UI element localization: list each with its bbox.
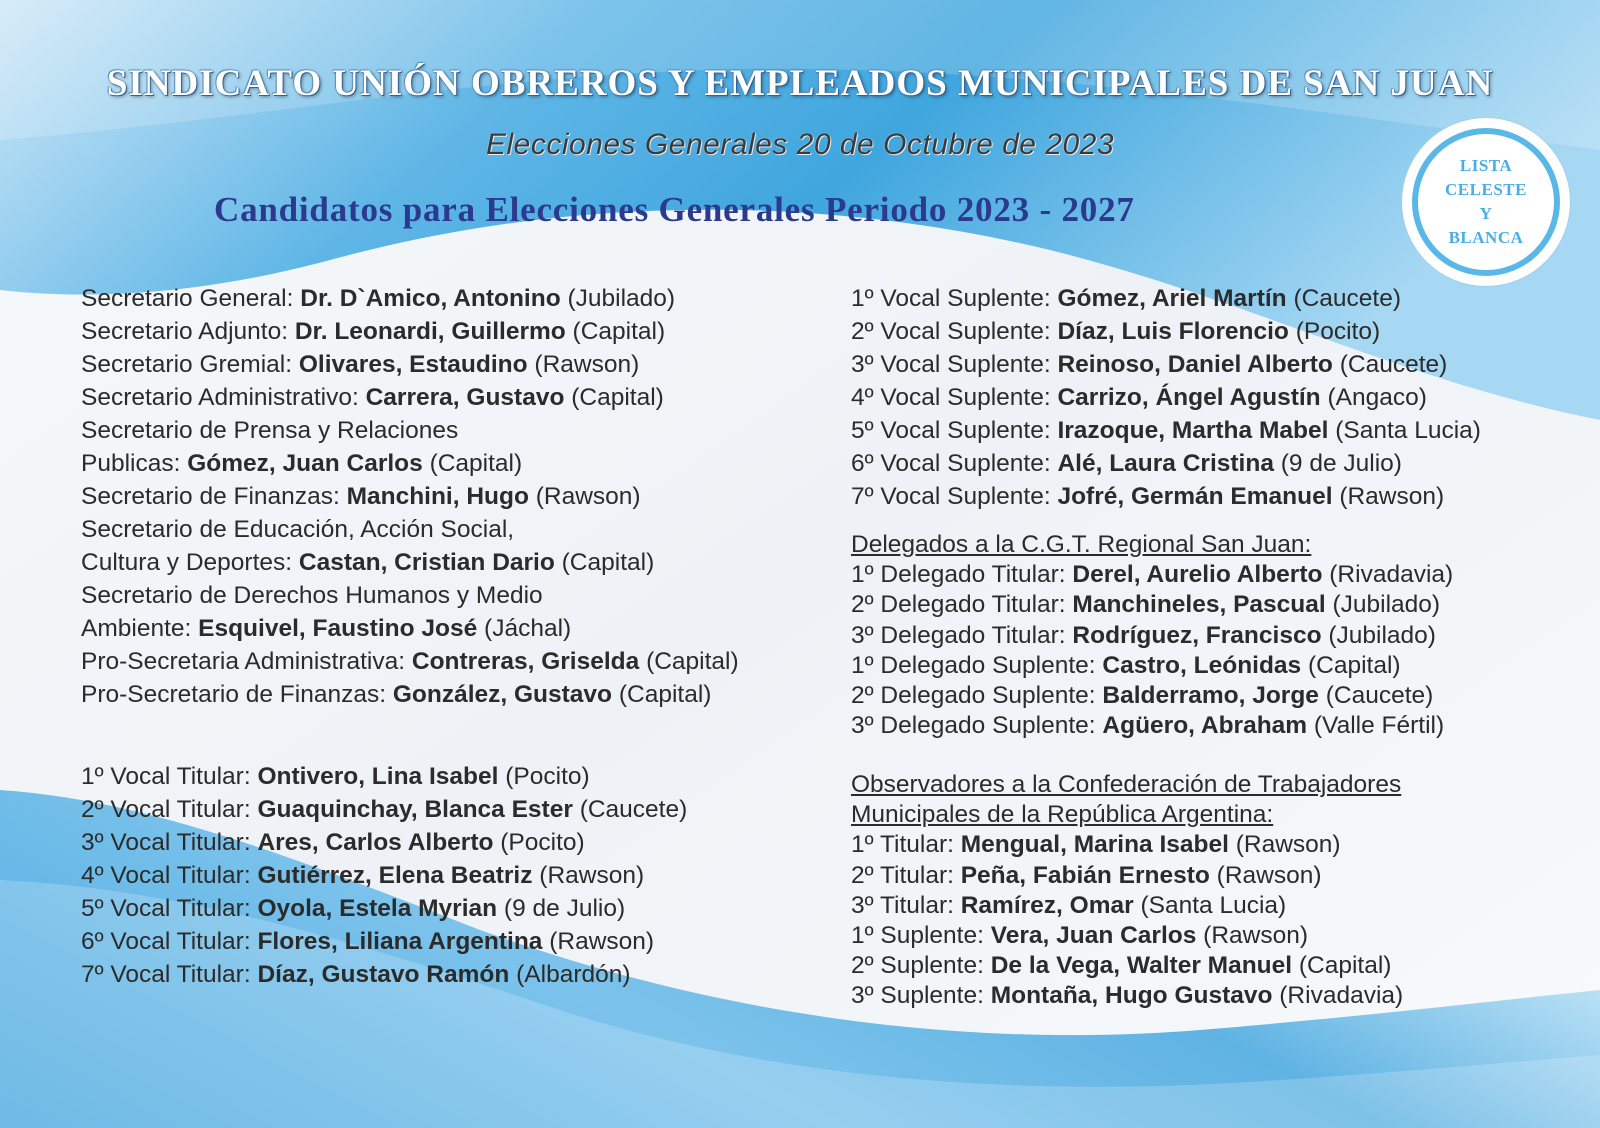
candidate-row xyxy=(81,480,739,513)
origin: (Rawson) xyxy=(542,928,655,955)
candidate-row xyxy=(851,830,1403,860)
election-date: Elecciones Generales 20 de Octubre de 2023 xyxy=(485,128,1115,161)
origin: (Santa Lucia) xyxy=(1328,417,1481,444)
candidate-name: Gutiérrez, Elena Beatriz xyxy=(257,862,533,889)
role: Ambiente: xyxy=(81,615,199,642)
candidate-row xyxy=(81,678,739,711)
candidate-row xyxy=(81,348,739,381)
candidate-name: Agüero, Abraham xyxy=(1102,712,1308,740)
role: 4º Vocal Titular: xyxy=(81,862,258,889)
candidate-name: Carrizo, Ángel Agustín xyxy=(1057,384,1321,411)
origin: (Jáchal) xyxy=(477,615,572,642)
origin: (Pocito) xyxy=(498,763,590,790)
candidate-row xyxy=(81,546,739,579)
candidate-row xyxy=(81,381,739,414)
role: Secretario Administrativo: xyxy=(81,384,366,411)
cgt-heading: Delegados a la C.G.T. Regional San Juan: xyxy=(851,531,1312,558)
candidate-name: De la Vega, Walter Manuel xyxy=(990,952,1293,980)
seal-line: LISTA xyxy=(1459,156,1513,175)
role: 5º Vocal Suplente: xyxy=(851,417,1058,444)
role: 3º Vocal Titular: xyxy=(81,829,258,856)
origin: (Rawson) xyxy=(528,483,641,510)
candidate-name: Jofré, Germán Emanuel xyxy=(1057,483,1333,510)
role: Secretario de Derechos Humanos y Medio xyxy=(81,582,543,609)
role: Pro-Secretaria Administrativa: xyxy=(81,648,412,675)
secretaries-list xyxy=(81,282,739,711)
candidate-row xyxy=(81,414,739,447)
candidate-name: Ontivero, Lina Isabel xyxy=(257,763,499,790)
role: 1º Suplente: xyxy=(851,922,991,950)
candidate-name: Peña, Fabián Ernesto xyxy=(960,861,1210,889)
seal-line: Y xyxy=(1479,204,1493,223)
candidate-row xyxy=(851,681,1453,711)
candidate-name: Rodríguez, Francisco xyxy=(1072,621,1322,649)
candidate-name: Irazoque, Martha Mabel xyxy=(1057,417,1329,444)
candidate-name: Esquivel, Faustino José xyxy=(198,615,478,642)
candidate-name: Vera, Juan Carlos xyxy=(990,922,1197,950)
candidate-row xyxy=(851,981,1403,1011)
role: 3º Suplente: xyxy=(851,982,991,1010)
candidate-row xyxy=(81,826,687,859)
candidate-name: Díaz, Luis Florencio xyxy=(1057,318,1289,345)
origin: (Jubilado) xyxy=(560,285,676,312)
role: 4º Vocal Suplente: xyxy=(851,384,1058,411)
candidate-row xyxy=(851,590,1453,620)
candidate-row xyxy=(81,612,739,645)
candidate-name: Reinoso, Daniel Alberto xyxy=(1057,351,1333,378)
origin: (Capital) xyxy=(564,384,664,411)
candidate-name: Dr. D`Amico, Antonino xyxy=(300,285,561,312)
observers-section xyxy=(851,770,1403,1012)
candidate-row xyxy=(851,447,1481,480)
role: 3º Delegado Suplente: xyxy=(851,712,1103,740)
role: 5º Vocal Titular: xyxy=(81,895,258,922)
candidate-row xyxy=(81,793,687,826)
role: Cultura y Deportes: xyxy=(81,549,299,576)
origin: (Capital) xyxy=(639,648,739,675)
role: Secretario de Prensa y Relaciones xyxy=(81,417,459,444)
origin: (Caucete) xyxy=(1286,285,1402,312)
candidate-row xyxy=(81,579,739,612)
role: Secretario General: xyxy=(81,285,301,312)
origin: (Rawson) xyxy=(1196,922,1308,950)
origin: (Albardón) xyxy=(509,961,631,988)
origin: (Rawson) xyxy=(527,351,640,378)
candidate-name: Ares, Carlos Alberto xyxy=(257,829,494,856)
origin: (Caucete) xyxy=(572,796,688,823)
candidate-name: Mengual, Marina Isabel xyxy=(960,831,1229,859)
role: 2º Vocal Titular: xyxy=(81,796,258,823)
candidate-row xyxy=(851,315,1481,348)
candidate-name: Guaquinchay, Blanca Ester xyxy=(257,796,573,823)
seal-line: BLANCA xyxy=(1448,228,1524,247)
candidate-name: Alé, Laura Cristina xyxy=(1057,450,1274,477)
candidate-name: Manchineles, Pascual xyxy=(1072,591,1326,619)
lista-celeste-seal xyxy=(1402,118,1570,286)
role: 2º Vocal Suplente: xyxy=(851,318,1058,345)
origin: (Angaco) xyxy=(1320,384,1427,411)
role: 3º Vocal Suplente: xyxy=(851,351,1058,378)
role: 6º Vocal Suplente: xyxy=(851,450,1058,477)
seal-ring xyxy=(1412,128,1560,276)
period-title: Candidatos para Elecciones Generales Periodo 2023 - 2027 xyxy=(214,190,1135,229)
candidate-name: Flores, Liliana Argentina xyxy=(257,928,543,955)
candidate-name: González, Gustavo xyxy=(392,681,613,708)
candidate-row xyxy=(851,921,1403,951)
candidate-name: Balderramo, Jorge xyxy=(1102,682,1319,710)
role: 2º Delegado Suplente: xyxy=(851,682,1103,710)
origin: (Rawson) xyxy=(532,862,645,889)
role: 1º Vocal Suplente: xyxy=(851,285,1058,312)
candidate-row xyxy=(851,560,1453,590)
origin: (Rivadavia) xyxy=(1272,982,1404,1010)
role: Secretario de Educación, Acción Social, xyxy=(81,516,515,543)
candidate-row xyxy=(851,414,1481,447)
candidate-name: Derel, Aurelio Alberto xyxy=(1072,561,1323,589)
seal-line: CELESTE xyxy=(1445,180,1527,199)
origin: (Rawson) xyxy=(1209,861,1322,889)
origin: (Pocito) xyxy=(1288,318,1381,345)
origin: (Santa Lucia) xyxy=(1133,891,1287,919)
observers-heading: Observadores a la Confederación de Trabajadores xyxy=(851,771,1402,798)
candidate-row xyxy=(81,958,687,991)
candidate-row xyxy=(851,381,1481,414)
origin: (Capital) xyxy=(1292,952,1392,980)
role: 7º Vocal Suplente: xyxy=(851,483,1058,510)
vocal-suplente-list xyxy=(851,282,1481,513)
role: 1º Vocal Titular: xyxy=(81,763,258,790)
role: 2º Titular: xyxy=(851,861,961,889)
origin: (Valle Fértil) xyxy=(1307,712,1445,740)
candidate-row xyxy=(851,282,1481,315)
candidate-row xyxy=(851,891,1403,921)
candidate-row xyxy=(851,951,1403,981)
role: 1º Delegado Suplente: xyxy=(851,651,1103,679)
candidate-name: Carrera, Gustavo xyxy=(365,384,565,411)
cgt-delegates-section xyxy=(851,530,1453,741)
candidate-name: Dr. Leonardi, Guillermo xyxy=(294,318,566,345)
union-title: SINDICATO UNIÓN OBREROS Y EMPLEADOS MUNICIPALES DE SAN JUAN xyxy=(106,63,1494,104)
role: 2º Delegado Titular: xyxy=(851,591,1073,619)
vocal-titular-list xyxy=(81,760,687,991)
origin: (Jubilado) xyxy=(1325,591,1441,619)
candidate-name: Gómez, Juan Carlos xyxy=(187,450,423,477)
role: Pro-Secretario de Finanzas: xyxy=(81,681,393,708)
candidate-row xyxy=(81,892,687,925)
role: 6º Vocal Titular: xyxy=(81,928,258,955)
candidate-name: Gómez, Ariel Martín xyxy=(1057,285,1287,312)
candidate-row xyxy=(851,348,1481,381)
candidate-name: Díaz, Gustavo Ramón xyxy=(257,961,510,988)
role: 3º Titular: xyxy=(851,891,961,919)
role: 1º Delegado Titular: xyxy=(851,561,1073,589)
role: 1º Titular: xyxy=(851,831,961,859)
origin: (Rawson) xyxy=(1228,831,1341,859)
origin: (Caucete) xyxy=(1332,351,1448,378)
candidate-row xyxy=(81,282,739,315)
origin: (9 de Julio) xyxy=(497,895,626,922)
candidate-row xyxy=(851,711,1453,741)
candidate-name: Montaña, Hugo Gustavo xyxy=(990,982,1273,1010)
candidate-row xyxy=(81,513,739,546)
origin: (Pocito) xyxy=(493,829,585,856)
candidate-name: Castan, Cristian Dario xyxy=(298,549,555,576)
candidate-row xyxy=(81,859,687,892)
candidate-row xyxy=(81,645,739,678)
role: Secretario Adjunto: xyxy=(81,318,295,345)
origin: (Capital) xyxy=(612,681,712,708)
candidate-name: Ramírez, Omar xyxy=(960,891,1134,919)
candidate-row xyxy=(851,480,1481,513)
candidate-row xyxy=(851,861,1403,891)
role: 3º Delegado Titular: xyxy=(851,621,1073,649)
origin: (Rawson) xyxy=(1332,483,1445,510)
candidate-row xyxy=(851,621,1453,651)
role: Publicas: xyxy=(81,450,188,477)
candidate-name: Contreras, Griselda xyxy=(411,648,640,675)
origin: (Capital) xyxy=(422,450,523,477)
candidate-name: Oyola, Estela Myrian xyxy=(257,895,498,922)
origin: (Capital) xyxy=(1301,651,1401,679)
role: 2º Suplente: xyxy=(851,952,991,980)
candidate-row xyxy=(851,651,1453,681)
candidate-row xyxy=(81,315,739,348)
candidate-row xyxy=(81,447,739,480)
origin: (Capital) xyxy=(554,549,655,576)
role: Secretario Gremial: xyxy=(81,351,299,378)
candidate-name: Olivares, Estaudino xyxy=(298,351,528,378)
origin: (Capital) xyxy=(565,318,666,345)
candidate-row xyxy=(81,760,687,793)
origin: (Jubilado) xyxy=(1321,621,1436,649)
candidate-row xyxy=(81,925,687,958)
origin: (9 de Julio) xyxy=(1273,450,1402,477)
candidate-name: Castro, Leónidas xyxy=(1102,651,1302,679)
observers-heading: Municipales de la República Argentina: xyxy=(851,801,1274,829)
origin: (Rivadavia) xyxy=(1322,561,1454,589)
origin: (Caucete) xyxy=(1318,682,1434,710)
role: 7º Vocal Titular: xyxy=(81,961,258,988)
role: Secretario de Finanzas: xyxy=(81,483,347,510)
candidate-name: Manchini, Hugo xyxy=(346,483,529,510)
